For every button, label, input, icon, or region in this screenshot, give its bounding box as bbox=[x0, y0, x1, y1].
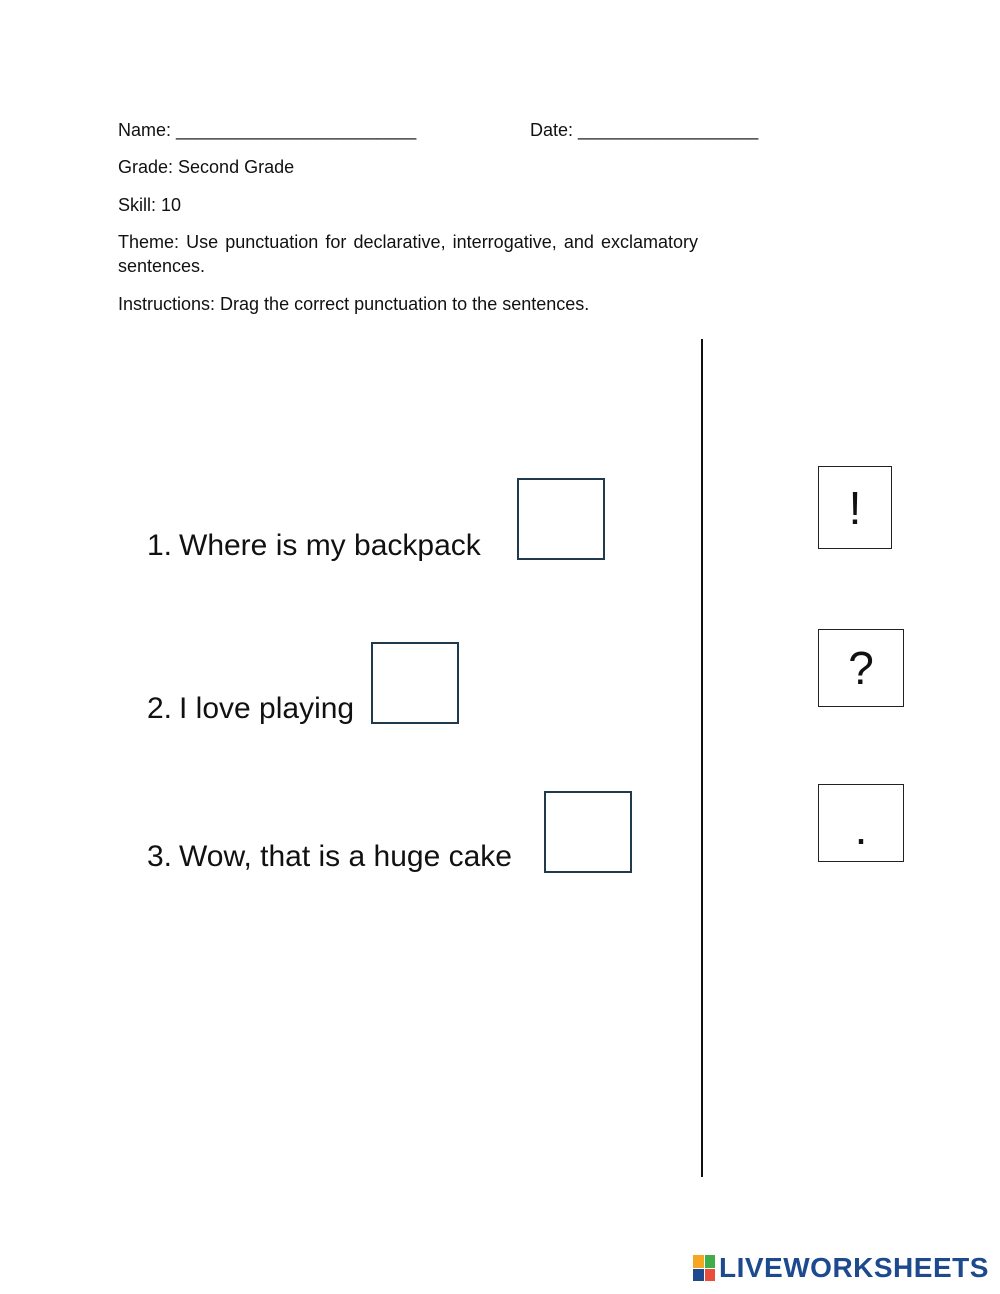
exclamation-tile[interactable]: ! bbox=[818, 466, 892, 549]
period-tile[interactable]: . bbox=[818, 784, 904, 862]
sentence-number: 2. bbox=[147, 692, 173, 725]
theme-text: Theme: Use punctuation for declarative, interrogative, and exclamatory sentences. bbox=[118, 232, 698, 276]
logo-square bbox=[693, 1269, 704, 1282]
answer-drop-box-3[interactable] bbox=[544, 791, 632, 873]
sentence-text: Wow, that is a huge cake bbox=[179, 840, 512, 873]
logo-mark-icon bbox=[693, 1255, 715, 1281]
sentence-2 bbox=[147, 691, 354, 727]
logo-square bbox=[693, 1255, 704, 1268]
sentence-number: 1. bbox=[147, 529, 173, 562]
skill-label: Skill: 10 bbox=[118, 195, 182, 215]
logo-square bbox=[705, 1255, 716, 1268]
column-divider bbox=[701, 339, 703, 1177]
question-mark-tile[interactable]: ? bbox=[818, 629, 904, 707]
sentence-text: Where is my backpack bbox=[179, 529, 481, 562]
date-field: Date: __________________ bbox=[530, 120, 759, 140]
logo-text: LIVEWORKSHEETS bbox=[719, 1252, 989, 1283]
sentence-number: 3. bbox=[147, 840, 173, 873]
sentence-3 bbox=[147, 839, 512, 875]
instructions-text: Instructions: Drag the correct punctuation to the sentences. bbox=[118, 294, 590, 314]
logo-square bbox=[705, 1269, 716, 1282]
answer-drop-box-1[interactable] bbox=[517, 478, 605, 560]
sentence-text: I love playing bbox=[179, 692, 355, 725]
answer-drop-box-2[interactable] bbox=[371, 642, 459, 724]
liveworksheets-logo bbox=[693, 1252, 989, 1284]
sentence-1 bbox=[147, 528, 481, 564]
grade-label: Grade: Second Grade bbox=[118, 157, 295, 177]
name-field: Name: ________________________ bbox=[118, 120, 417, 140]
